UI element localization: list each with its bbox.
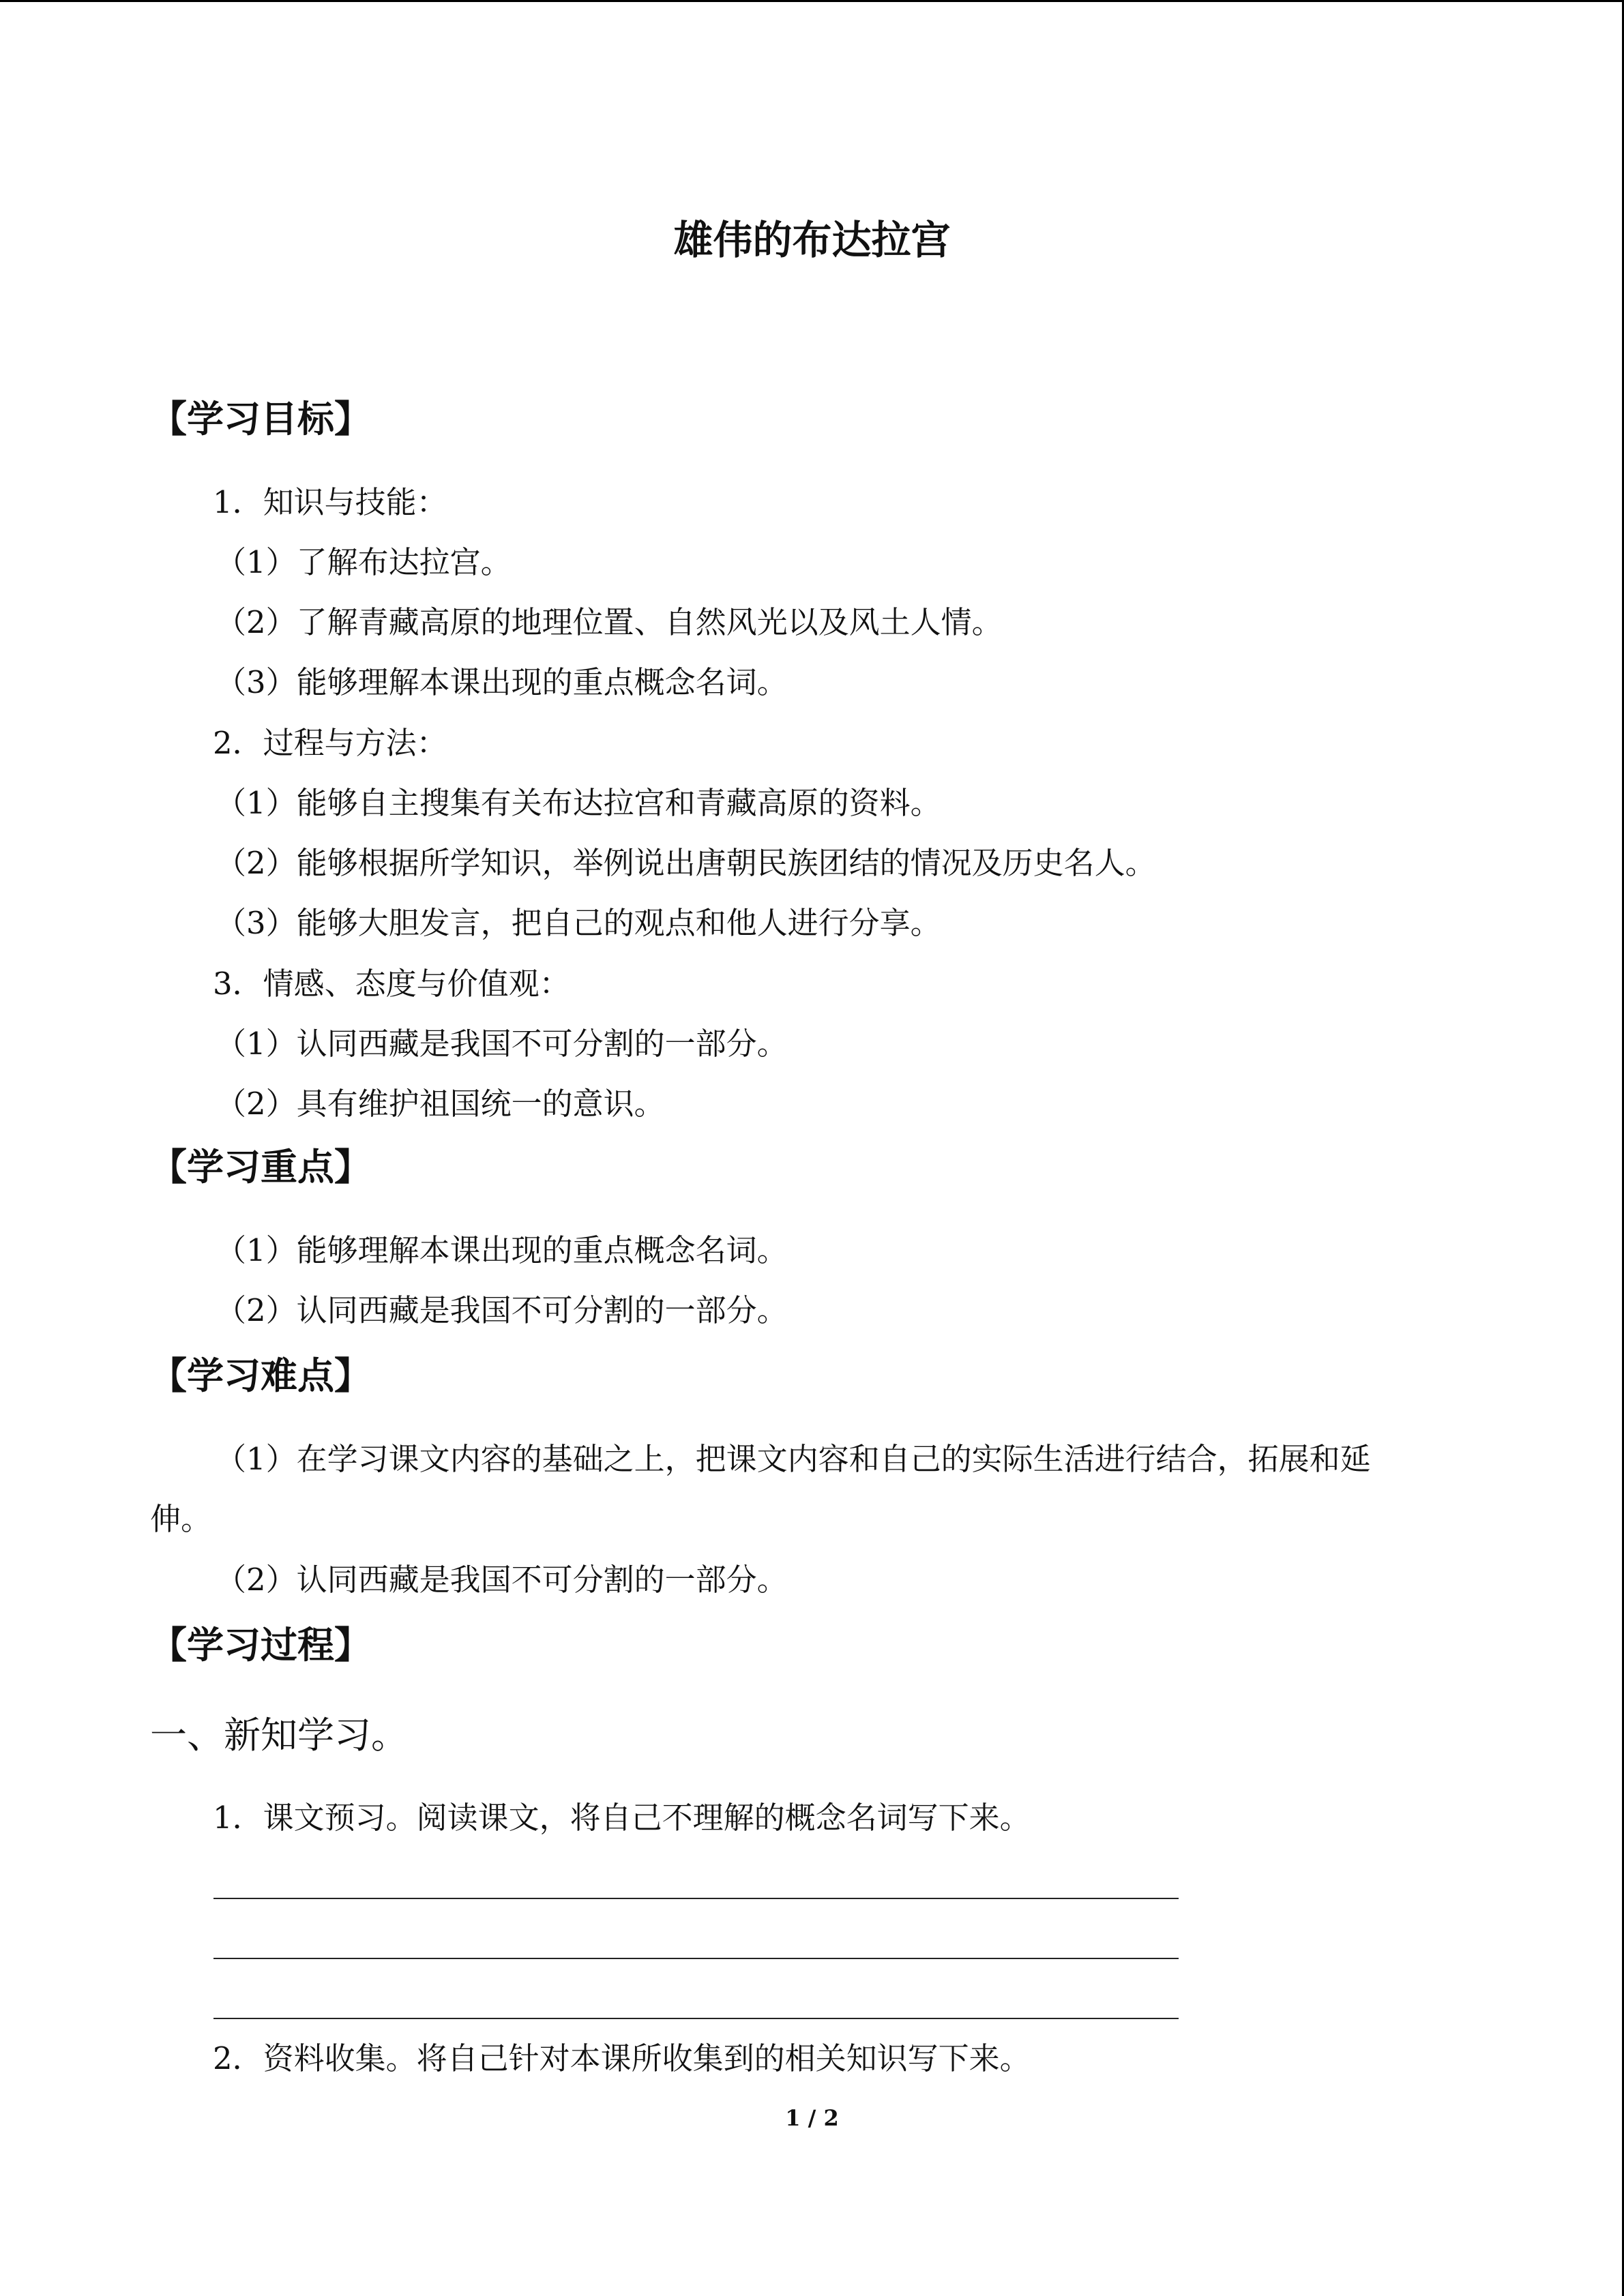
objective-line: （3）能够理解本课出现的重点概念名词。 (216, 664, 788, 700)
objective-line: （1）了解布达拉宫。 (216, 544, 512, 580)
task-preview: 1．课文预习。阅读课文，将自己不理解的概念名词写下来。 (213, 1800, 1031, 1836)
answer-blank-line[interactable] (213, 2018, 1179, 2019)
objective-line: 1．知识与技能： (213, 484, 447, 520)
objective-line: 2．过程与方法： (213, 725, 447, 761)
difficulty-line: （1）在学习课文内容的基础之上，把课文内容和自己的实际生活进行结合，拓展和延 (216, 1441, 1371, 1477)
difficulty-line: （2）认同西藏是我国不可分割的一部分。 (216, 1562, 788, 1598)
key-point-line: （2）认同西藏是我国不可分割的一部分。 (216, 1292, 788, 1328)
page-number: 1 / 2 (785, 2105, 839, 2131)
page-border-top (0, 0, 1624, 2)
answer-blank-line[interactable] (213, 1898, 1179, 1899)
objective-line: （2）具有维护祖国统一的意识。 (216, 1086, 665, 1122)
objective-line: （3）能够大胆发言，把自己的观点和他人进行分享。 (216, 905, 941, 941)
difficulty-line: 伸。 (150, 1501, 212, 1537)
objective-line: 3．情感、态度与价值观： (213, 966, 570, 1002)
section-heading-objectives: 【学习目标】 (150, 398, 371, 441)
part-heading-new-knowledge: 一、新知学习。 (150, 1714, 408, 1757)
objective-line: （1）认同西藏是我国不可分割的一部分。 (216, 1026, 788, 1062)
objective-line: （2）能够根据所学知识，举例说出唐朝民族团结的情况及历史名人。 (216, 845, 1156, 881)
objective-line: （1）能够自主搜集有关布达拉宫和青藏高原的资料。 (216, 785, 941, 821)
key-point-line: （1）能够理解本课出现的重点概念名词。 (216, 1232, 788, 1268)
task-collect-materials: 2．资料收集。将自己针对本课所收集到的相关知识写下来。 (213, 2040, 1031, 2076)
section-heading-process: 【学习过程】 (150, 1624, 371, 1667)
page-title: 雄伟的布达拉宫 (673, 217, 951, 263)
section-heading-difficulties: 【学习难点】 (150, 1354, 371, 1397)
section-heading-key-points: 【学习重点】 (150, 1146, 371, 1189)
objective-line: （2）了解青藏高原的地理位置、自然风光以及风土人情。 (216, 604, 1003, 640)
answer-blank-line[interactable] (213, 1958, 1179, 1959)
